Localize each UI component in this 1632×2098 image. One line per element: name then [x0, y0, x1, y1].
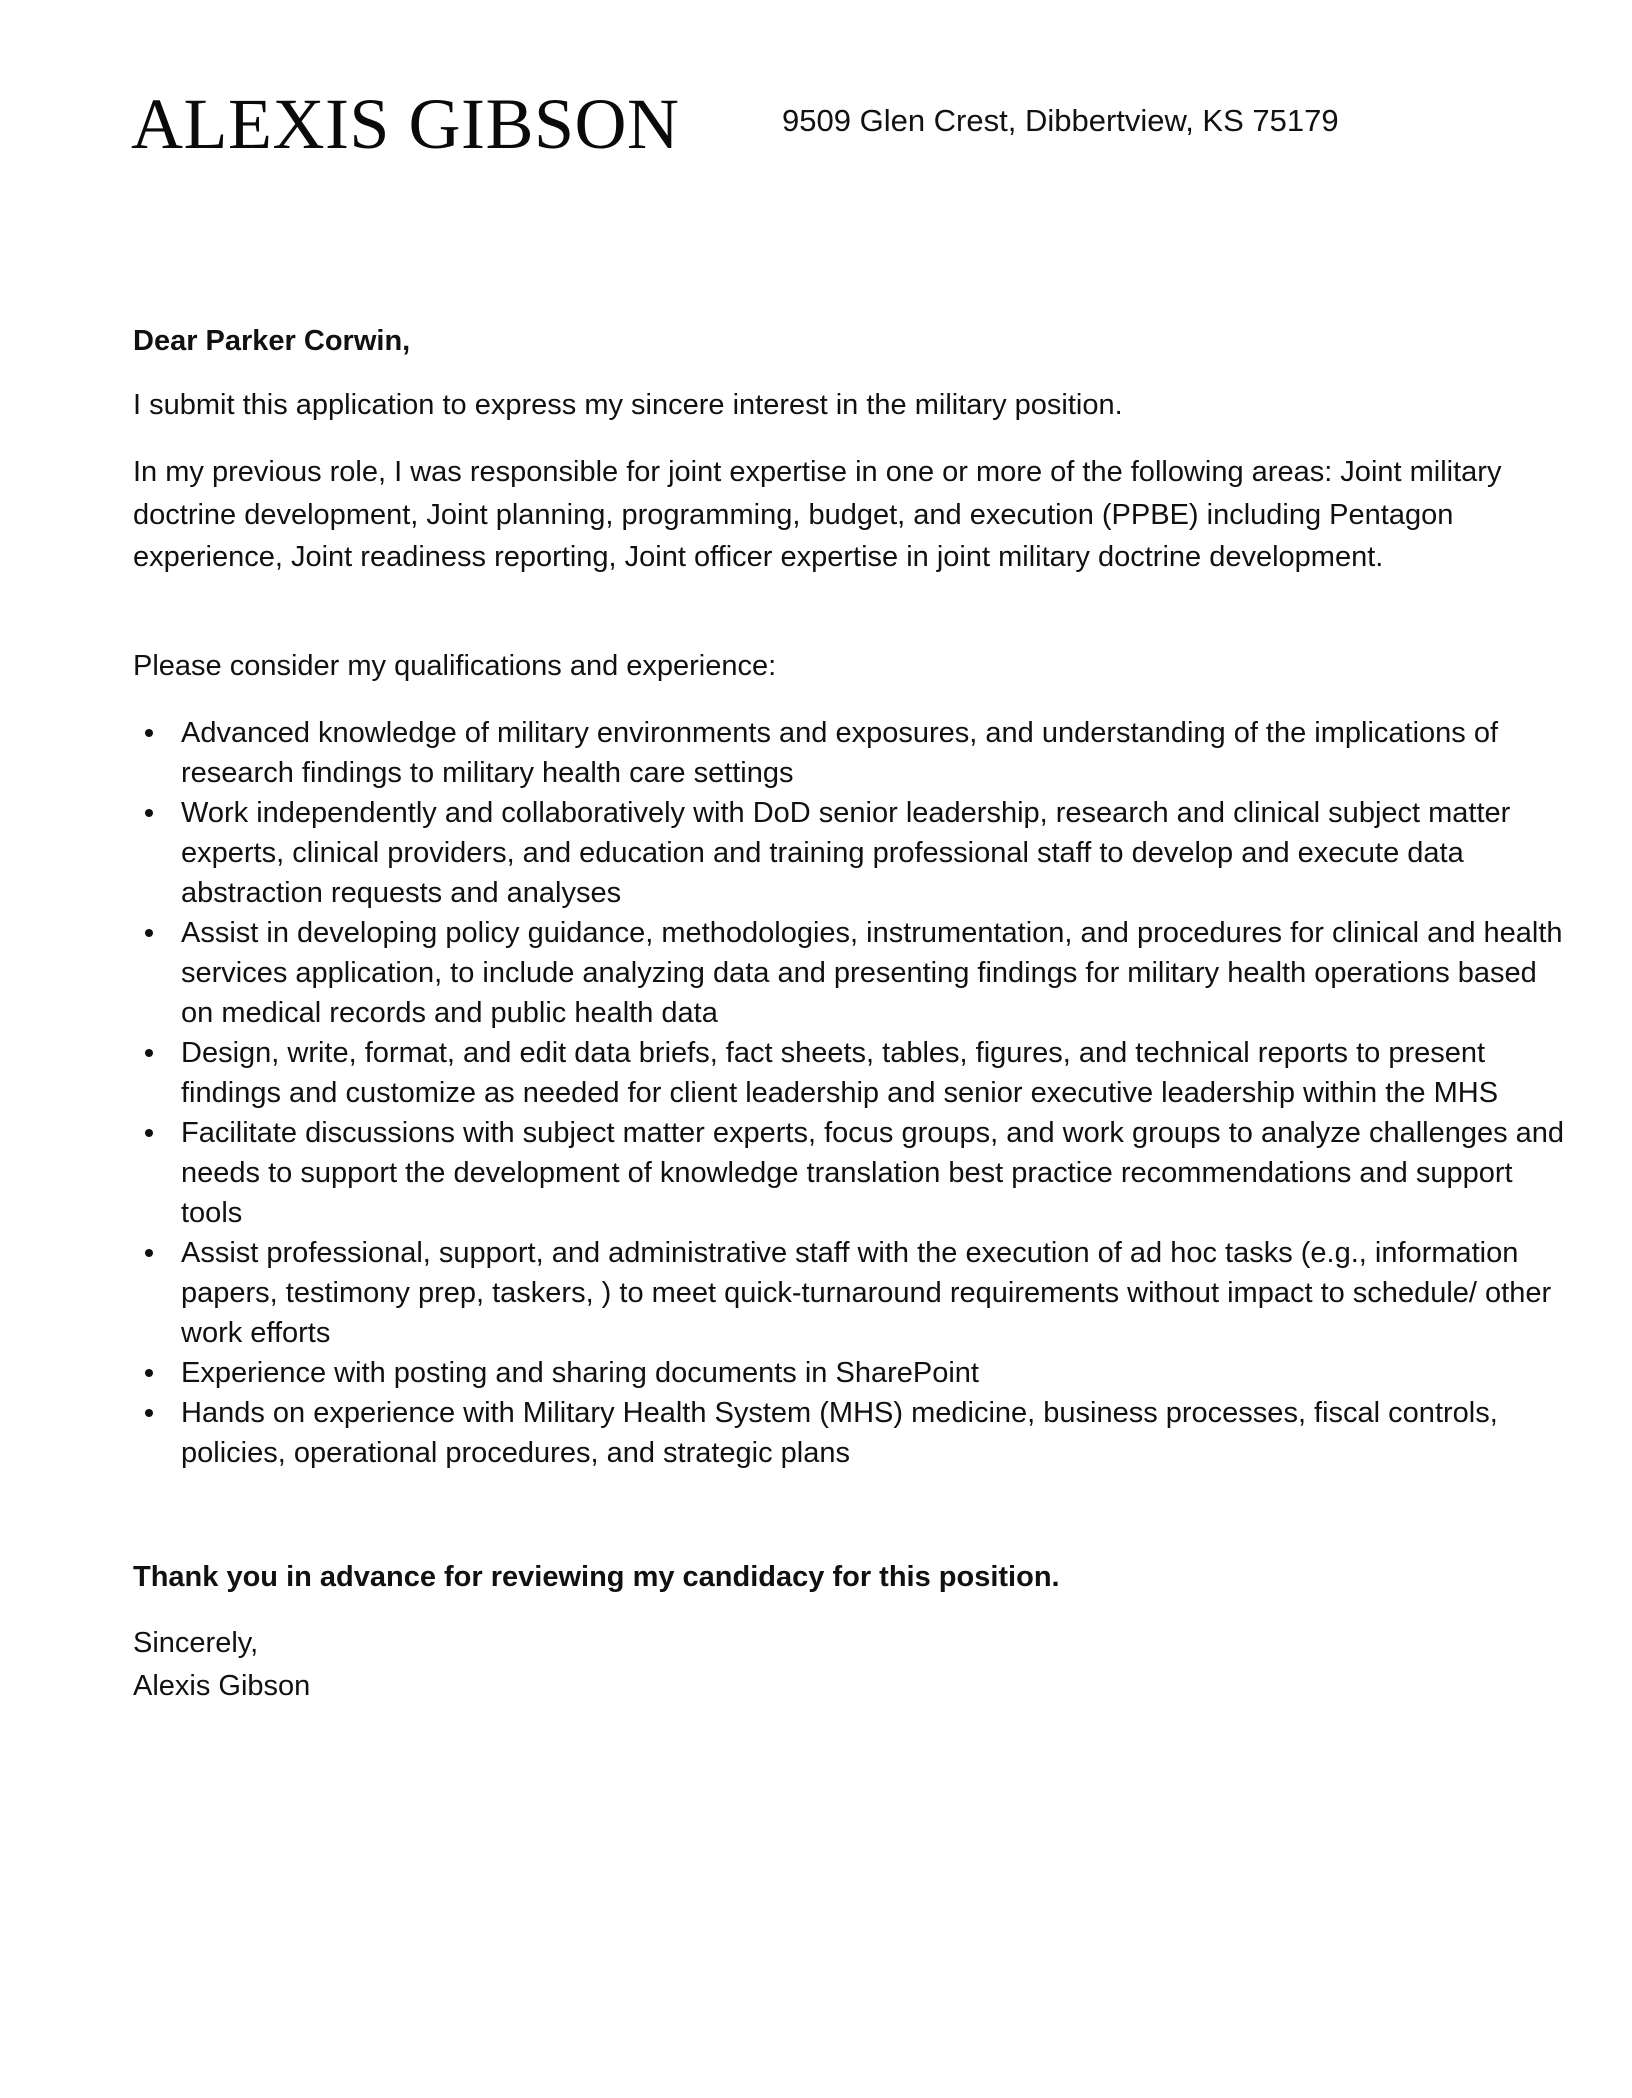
list-item-text: Experience with posting and sharing documents in SharePoint — [181, 1357, 979, 1389]
salutation: Dear Parker Corwin, — [133, 325, 411, 357]
list-item-text: Hands on experience with Military Health System (MHS) medicine, business processes, fiscal controls, policies, operational procedures, and strategic plans — [181, 1397, 1498, 1469]
list-item — [181, 1033, 1571, 1113]
bullet-icon — [145, 1249, 153, 1257]
bullet-icon — [145, 1369, 153, 1377]
list-item-text: Design, write, format, and edit data briefs, fact sheets, tables, figures, and technical reports to present findings and customize as needed for client leadership and senior executive leadership within the MHS — [181, 1037, 1499, 1109]
list-item — [181, 1113, 1571, 1233]
bullet-icon — [145, 929, 153, 937]
experience-paragraph: In my previous role, I was responsible for joint expertise in one or more of the following areas: Joint military doctrine development, Joint planning, programming, budget, and execution (PPBE) including Pentagon experience, Joint readiness reporting, Joint officer expertise in joint military doctrine development. — [133, 456, 1502, 573]
list-item-text: Advanced knowledge of military environments and exposures, and understanding of the implications of research findings to military health care settings — [181, 717, 1499, 789]
list-item — [181, 713, 1571, 793]
bullet-icon — [145, 1409, 153, 1417]
list-item — [181, 913, 1571, 1033]
applicant-address: 9509 Glen Crest, Dibbertview, KS 75179 — [782, 103, 1339, 138]
bullet-icon — [145, 809, 153, 817]
list-item-text: Assist professional, support, and administrative staff with the execution of ad hoc tasks (e.g., information papers, testimony prep, taskers, ) to meet quick-turnaround requirements without impact to schedule/ other work efforts — [181, 1237, 1552, 1349]
bullet-icon — [145, 1129, 153, 1137]
qualifications-list — [133, 713, 1571, 1473]
signoff-text: Sincerely, — [133, 1627, 259, 1659]
list-item — [181, 1393, 1571, 1473]
list-item — [181, 793, 1571, 913]
list-item — [181, 1233, 1571, 1353]
bullet-icon — [145, 1049, 153, 1057]
signoff-block — [133, 1622, 1513, 1708]
bullet-icon — [145, 729, 153, 737]
list-item — [181, 1353, 1571, 1393]
signature-name: Alexis Gibson — [133, 1670, 311, 1702]
applicant-name-heading: ALEXIS GIBSON — [131, 84, 680, 164]
qualifications-intro: Please consider my qualifications and experience: — [133, 650, 777, 682]
list-item-text: Facilitate discussions with subject matter experts, focus groups, and work groups to analyze challenges and needs to support the development of knowledge translation best practice recommendations and support tools — [181, 1117, 1565, 1229]
closing-statement: Thank you in advance for reviewing my candidacy for this position. — [133, 1561, 1060, 1593]
list-item-text: Assist in developing policy guidance, methodologies, instrumentation, and procedures for clinical and health services application, to include analyzing data and presenting findings for military health operations based on medical records and public health data — [181, 917, 1563, 1029]
list-item-text: Work independently and collaboratively with DoD senior leadership, research and clinical subject matter experts, clinical providers, and education and training professional staff to develop and execute data abstraction requests and analyses — [181, 797, 1511, 909]
intro-paragraph: I submit this application to express my sincere interest in the military position. — [133, 389, 1123, 421]
